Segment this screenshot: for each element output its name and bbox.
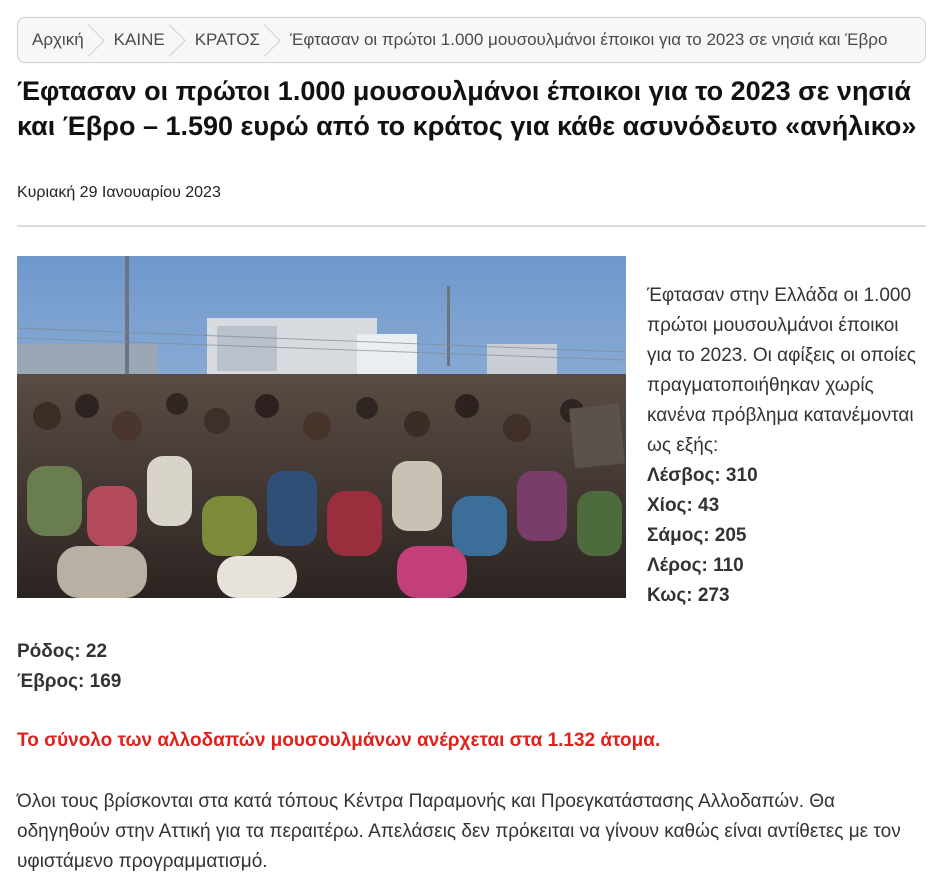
stats-continued [17,637,121,697]
article-intro: Έφτασαν στην Ελλάδα οι 1.000 πρώτοι μουσουλμάνοι έποικοι για το 2023. Οι αφίξεις οι οποίες πραγματοποιήθηκαν χωρίς κανένα πρόβλημα κατανέμονται ως εξής: [647,285,916,456]
breadcrumb-kratos-link[interactable]: ΚΡΑΤΟΣ [179,18,274,62]
total-highlight: Το σύνολο των αλλοδαπών μουσουλμάνων ανέρχεται στα 1.132 άτομα. [17,730,661,751]
stat-leros: Λέρος: 110 [647,555,744,576]
stat-chios: Χίος: 43 [647,495,720,516]
stat-samos: Σάμος: 205 [647,525,747,546]
breadcrumb [17,17,926,63]
article-sidebar-text [647,281,927,611]
breadcrumb-home-link[interactable]: Αρχική [18,18,98,62]
breadcrumb-current-page: Έφτασαν οι πρώτοι 1.000 μουσουλμάνοι έποικοι για το 2023 σε νησιά και Έβρο [290,30,888,49]
article-paragraph: Όλοι τους βρίσκονται στα κατά τόπους Κέντρα Παραμονής και Προεγκατάστασης Αλλοδαπών. Θα οδηγηθούν στην Αττική για τα περαιτέρω. Απελάσεις δεν πρόκειται να γίνουν καθώς είναι αντίθετες με τον υφιστάμενο προγραμματισμό. [17,791,901,872]
article-date: Κυριακή 29 Ιανουαρίου 2023 [17,184,221,201]
article-photo [17,256,626,598]
stat-evros: Έβρος: 169 [17,671,122,692]
title-divider [17,225,926,227]
crowd-photo-illustration [17,256,626,598]
stat-kos: Κως: 273 [647,585,730,606]
stat-rodos: Ρόδος: 22 [17,641,108,662]
article-title: Έφτασαν οι πρώτοι 1.000 μουσουλμάνοι έποικοι για το 2023 σε νησιά και Έβρο – 1.590 ευρώ από το κράτος για κάθε ασυνόδευτο «ανήλικο» [17,76,917,141]
breadcrumb-kaine-link[interactable]: ΚΑΙΝΕ [98,18,179,62]
stat-lesvos: Λέσβος: 310 [647,465,758,486]
